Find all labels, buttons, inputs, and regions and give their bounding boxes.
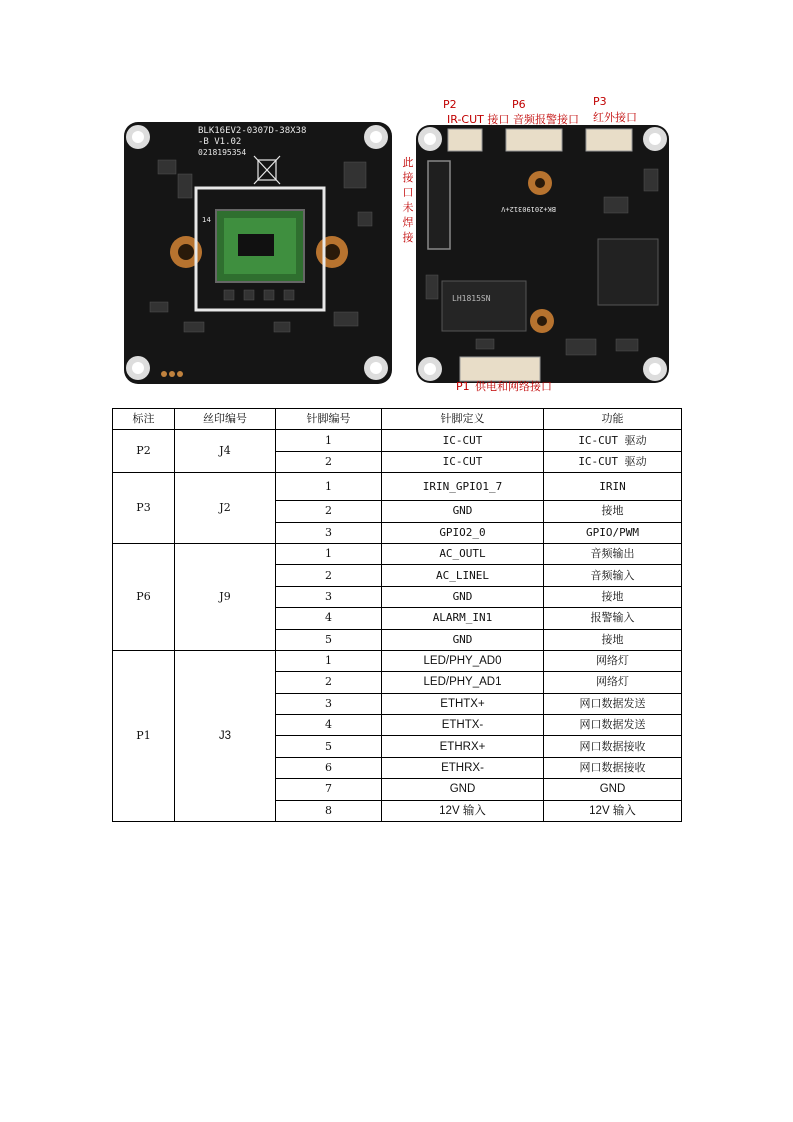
pcb-back-photo: [416, 125, 669, 383]
cell-func: IC-CUT 驱动: [544, 430, 682, 451]
cell-def: GND: [382, 779, 544, 800]
recycle-bin-icon: [254, 156, 280, 184]
table-header-row: [113, 409, 682, 430]
silkscreen-model-text: BLK16EV2-0307D-38X38: [198, 126, 307, 136]
cell-func: 网络灯: [544, 650, 682, 671]
header-function: 功能: [544, 409, 682, 430]
pcb-back-drawing: [416, 125, 669, 383]
annotation-unsoldered-char: 未: [402, 201, 414, 214]
silkscreen-marker-text: 14: [202, 216, 211, 224]
annotation-unsoldered-char: 接: [402, 171, 414, 184]
cell-func: 音频输出: [544, 543, 682, 564]
cell-pin: 3: [276, 586, 382, 607]
chip-label-text: LH1815SN: [452, 294, 491, 303]
annotation-p2-label: P2: [443, 98, 457, 111]
annotation-unsoldered-char: 口: [402, 186, 414, 199]
cell-pin: 4: [276, 608, 382, 629]
cell-mark: P6: [113, 543, 175, 650]
connector-p2: [448, 129, 482, 151]
pcb-front-drawing: [124, 122, 392, 384]
header-mark: 标注: [113, 409, 175, 430]
cell-def: LED/PHY_AD0: [382, 650, 544, 671]
annotation-unsoldered-char: 此: [402, 156, 414, 169]
cell-pin: 6: [276, 757, 382, 778]
cell-pin: 3: [276, 522, 382, 543]
annotation-p6-desc: 音频报警接口: [513, 113, 579, 126]
annotation-p3-label: P3: [593, 95, 607, 108]
cell-def: ALARM_IN1: [382, 608, 544, 629]
annotation-p3-desc: 红外接口: [593, 111, 637, 124]
cell-def: IRIN_GPIO1_7: [382, 473, 544, 501]
annotation-unsoldered-char: 焊: [402, 216, 414, 229]
cell-def: GND: [382, 501, 544, 522]
cell-func: 网络灯: [544, 672, 682, 693]
cell-func: 接地: [544, 586, 682, 607]
cell-func: 网口数据发送: [544, 693, 682, 714]
annotation-unsoldered-char: 接: [402, 231, 414, 244]
cell-pin: 7: [276, 779, 382, 800]
cell-def: 12V 输入: [382, 800, 544, 821]
cell-func: 网口数据发送: [544, 715, 682, 736]
cell-func: 网口数据接收: [544, 757, 682, 778]
cell-func: 接地: [544, 501, 682, 522]
header-pin-number: 针脚编号: [276, 409, 382, 430]
cell-def: ETHTX-: [382, 715, 544, 736]
annotation-p6-label: P6: [512, 98, 526, 111]
cell-def: GND: [382, 629, 544, 650]
annotation-unsoldered: [401, 155, 415, 245]
annotation-p2-desc: IR-CUT 接口: [447, 113, 510, 126]
silkscreen-version-text: -B V1.02: [198, 137, 242, 147]
cell-func: IC-CUT 驱动: [544, 451, 682, 472]
cell-func: 报警输入: [544, 608, 682, 629]
cell-def: IC-CUT: [382, 451, 544, 472]
cell-func: GPIO/PWM: [544, 522, 682, 543]
cell-mark: P3: [113, 473, 175, 544]
cell-def: GPIO2_0: [382, 522, 544, 543]
cell-mark: P1: [113, 650, 175, 821]
table-row: [113, 650, 682, 671]
cell-func: 接地: [544, 629, 682, 650]
cell-pin: 2: [276, 672, 382, 693]
cell-pin: 1: [276, 543, 382, 564]
cell-silk: J3: [175, 650, 276, 821]
table-row: [113, 430, 682, 451]
table-row: [113, 543, 682, 564]
cell-func: 网口数据接收: [544, 736, 682, 757]
cell-pin: 1: [276, 473, 382, 501]
cell-pin: 8: [276, 800, 382, 821]
cell-pin: 3: [276, 693, 382, 714]
cell-silk: J4: [175, 430, 276, 473]
annotation-p1-desc: 供电和网络接口: [475, 380, 552, 393]
table-row: [113, 473, 682, 501]
cell-pin: 2: [276, 501, 382, 522]
cell-def: IC-CUT: [382, 430, 544, 451]
pcb-front-photo: [124, 122, 392, 384]
connector-p1: [460, 357, 540, 381]
connector-p3: [586, 129, 632, 151]
silkscreen-serial-text: 0218195354: [198, 148, 247, 157]
cell-pin: 5: [276, 629, 382, 650]
cell-pin: 1: [276, 430, 382, 451]
connector-p6: [506, 129, 562, 151]
cell-def: ETHRX-: [382, 757, 544, 778]
pin-definition-table: [112, 408, 682, 822]
cell-func: 音频输入: [544, 565, 682, 586]
cell-pin: 2: [276, 565, 382, 586]
cell-def: GND: [382, 586, 544, 607]
cell-pin: 4: [276, 715, 382, 736]
cell-def: ETHTX+: [382, 693, 544, 714]
cell-silk: J2: [175, 473, 276, 544]
cell-func: 12V 输入: [544, 800, 682, 821]
header-silk-number: 丝印编号: [175, 409, 276, 430]
silkscreen-date-text: BK+20190312+V: [501, 205, 556, 213]
cell-silk: J9: [175, 543, 276, 650]
cell-pin: 1: [276, 650, 382, 671]
cell-def: AC_OUTL: [382, 543, 544, 564]
cell-def: AC_LINEL: [382, 565, 544, 586]
cell-mark: P2: [113, 430, 175, 473]
cell-def: LED/PHY_AD1: [382, 672, 544, 693]
cell-func: GND: [544, 779, 682, 800]
cell-pin: 2: [276, 451, 382, 472]
cell-pin: 5: [276, 736, 382, 757]
cell-func: IRIN: [544, 473, 682, 501]
annotation-p1-label: P1: [456, 380, 470, 393]
header-pin-definition: 针脚定义: [382, 409, 544, 430]
cell-def: ETHRX+: [382, 736, 544, 757]
